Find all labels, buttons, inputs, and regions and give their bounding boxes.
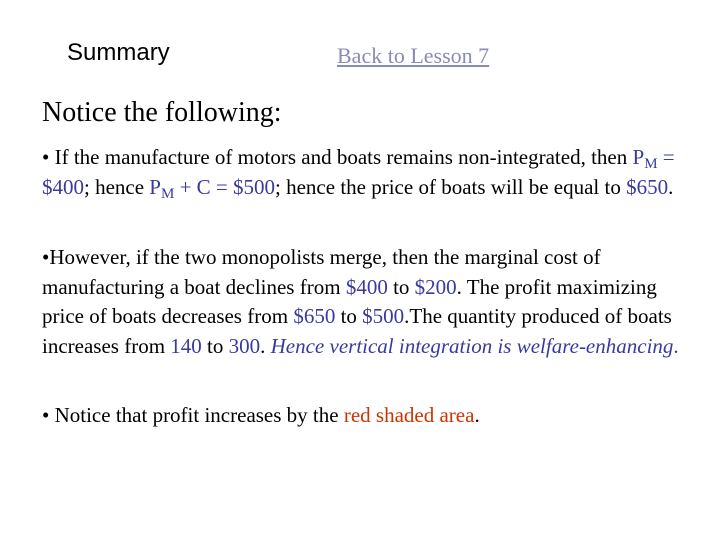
pm2-letter: P — [149, 174, 161, 199]
pm2-subscript: M — [160, 185, 175, 202]
p2-text-1: •However, if the two monopolists merge, then the marginal cost of manufacturing a boat declines from — [42, 245, 601, 299]
p2-text-8: . — [673, 333, 679, 358]
p2-value-200: $200 — [414, 274, 457, 299]
p1-value-650: $650 — [626, 174, 669, 199]
p1-text-2: ; hence — [84, 174, 150, 199]
p2-value-300: 300 — [228, 333, 261, 358]
paragraph-profit — [42, 401, 702, 431]
p2-text-4: to — [335, 304, 363, 328]
p1-text-1: • If the manufacture of motors and boats remains non-integrated, then — [42, 145, 633, 169]
pm-expression-2 — [149, 174, 276, 202]
p2-text-3: . The profit maximizing price of boats decreases from — [42, 274, 657, 328]
section-heading: Notice the following: — [42, 97, 282, 128]
p1-text-3: ; hence the price of boats will be equal to — [275, 174, 627, 199]
p2-text-5: .The quantity produced of boats increases from — [42, 304, 672, 358]
p2-value-650: $650 — [293, 304, 336, 328]
paragraph-non-integrated — [42, 143, 702, 202]
p2-value-140: 140 — [170, 333, 202, 358]
page-title: Summary — [67, 39, 170, 66]
pm1-equation: = $400 — [42, 145, 675, 199]
pm2-equation: + C = $500 — [174, 174, 276, 199]
pm1-letter: P — [632, 145, 645, 169]
paragraph-merger — [42, 243, 702, 361]
p2-text-2: to — [387, 274, 415, 299]
welfare-conclusion: Hence vertical integration is welfare-enhancing — [270, 333, 674, 358]
p3-text-1: • Notice that profit increases by the — [42, 403, 344, 427]
p1-text-4: . — [668, 174, 674, 199]
p2-text-6: to — [201, 333, 229, 358]
p2-value-400: $400 — [345, 274, 388, 299]
p2-text-7: . — [260, 333, 271, 358]
p2-value-500: $500 — [362, 304, 405, 328]
back-to-lesson-link[interactable]: Back to Lesson 7 — [337, 43, 490, 68]
red-shaded-area-text: red shaded area — [343, 403, 475, 427]
p3-text-2: . — [474, 403, 480, 427]
pm1-subscript: M — [644, 156, 658, 172]
